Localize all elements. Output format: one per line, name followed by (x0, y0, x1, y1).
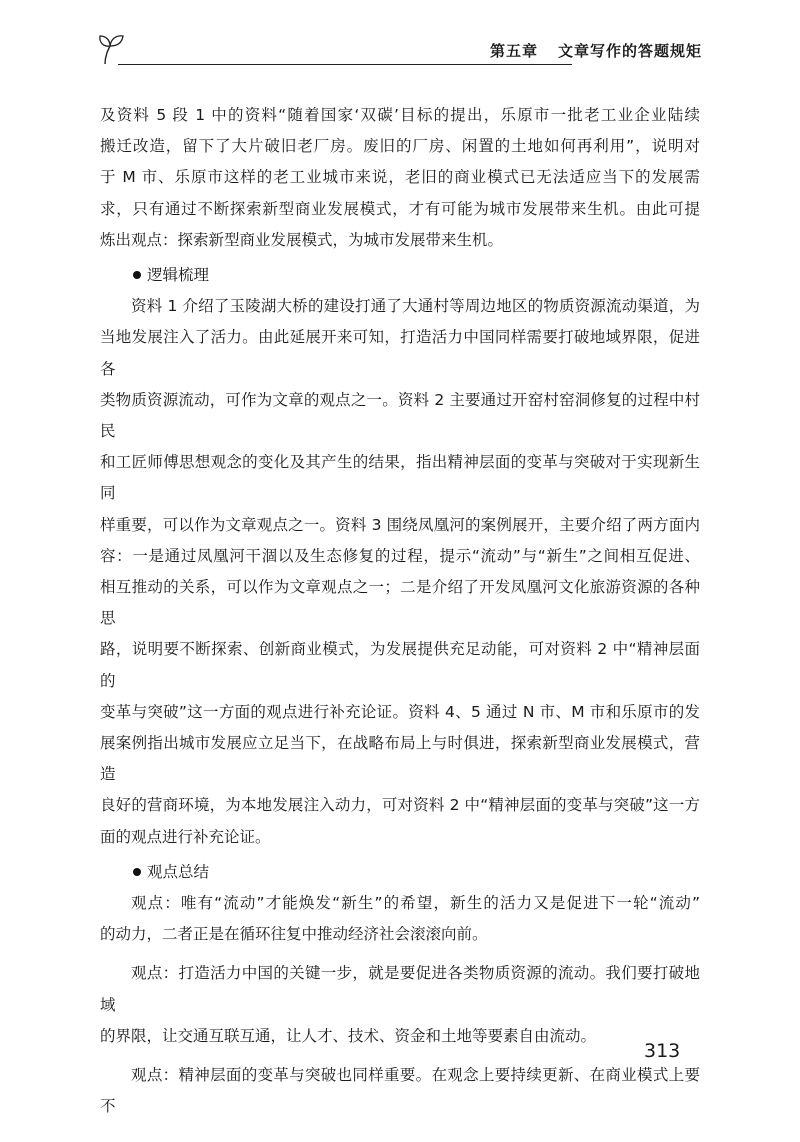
header-rule (118, 64, 572, 65)
text-line: 变革与突破”这一方面的观点进行补充论证。资料 4、5 通过 N 市、M 市和乐原市的发 (100, 702, 700, 721)
bullet-icon (133, 271, 141, 279)
text-line: 及资料 5 段 1 中的资料“随着国家‘双碳’目标的提出，乐原市一批老工业企业陆续 (100, 106, 700, 124)
text-line: 类物质资源流动，可作为文章的观点之一。资料 2 主要通过开窑村窑洞修复的过程中村民 (100, 390, 700, 441)
chapter-name: 文章写作的答题规矩 (557, 42, 702, 60)
text-line: 面的观点进行补充论证。 (100, 827, 271, 846)
text-line: 的动力，二者正是在循环往复中推动经济社会滚滚向前。 (100, 925, 488, 944)
paragraph-3 (100, 888, 700, 950)
section-heading-logic: 逻辑梳理 (100, 260, 700, 291)
chapter-number: 第五章 (489, 42, 538, 60)
section-heading-summary: 观点总结 (100, 857, 700, 888)
running-header (96, 28, 702, 68)
text-line: 观点：打造活力中国的关键一步，就是要促进各类物质资源的流动。我们要打破地域 (100, 964, 700, 1014)
text-line: 求，只有通过不断探索新型商业发展模式，才有可能为城市发展带来生机。由此可提 (100, 199, 700, 218)
paragraph-5 (100, 1060, 700, 1122)
text-line: 容：一是通过凤凰河干涸以及生态修复的过程，提示“流动”与“新生”之间相互促进、 (100, 546, 700, 565)
page-content (100, 100, 700, 1123)
text-line: 的界限，让交通互联互通，让人才、技术、资金和土地等要素自由流动。 (100, 1026, 597, 1045)
text-line: 相互推动的关系，可以作为文章观点之一；二是介绍了开发凤凰河文化旅游资源的各种思 (100, 578, 700, 628)
paragraph-2 (100, 291, 700, 853)
text-line: 路，说明要不断探索、创新商业模式，为发展提供充足动能，可对资料 2 中“精神层面的 (100, 640, 700, 690)
text-line: 和工匠师傅思想观念的变化及其产生的结果，指出精神层面的变革与突破对于实现新生同 (100, 453, 700, 503)
paragraph-1 (100, 100, 700, 256)
paragraph-4 (100, 958, 700, 1052)
chapter-title (490, 40, 702, 61)
text-line: 展案例指出城市发展应立足当下，在战略布局上与时俱进，探索新型商业发展模式，营造 (100, 734, 700, 784)
text-line: 样重要，可以作为文章观点之一。资料 3 围绕凤凰河的案例展开，主要介绍了两方面内 (100, 515, 700, 534)
text-line: 良好的营商环境，为本地发展注入动力，可对资料 2 中“精神层面的变革与突破”这一方 (100, 796, 700, 815)
text-line: 资料 1 介绍了玉陵湖大桥的建设打通了大通村等周边地区的物质资源流动渠道，为 (131, 297, 700, 316)
text-line: 当地发展注入了活力。由此延展开来可知，打造活力中国同样需要打破地域界限，促进各 (100, 328, 700, 378)
sprout-icon (96, 28, 128, 68)
text-line: 观点：精神层面的变革与突破也同样重要。在观念上要持续更新、在商业模式上要不 (100, 1066, 700, 1116)
text-line: 于 M 市、乐原市这样的老工业城市来说，老旧的商业模式已无法适应当下的发展需 (100, 168, 700, 187)
text-line: 炼出观点：探索新型商业发展模式，为城市发展带来生机。 (100, 230, 504, 249)
text-line: 搬迁改造，留下了大片破旧老厂房。废旧的厂房、闲置的土地如何再利用”，说明对 (100, 137, 700, 156)
bullet-icon (133, 868, 141, 876)
page-number: 313 (644, 1040, 681, 1062)
text-line: 观点：唯有“流动”才能焕发“新生”的希望，新生的活力又是促进下一轮“流动” (131, 894, 700, 913)
